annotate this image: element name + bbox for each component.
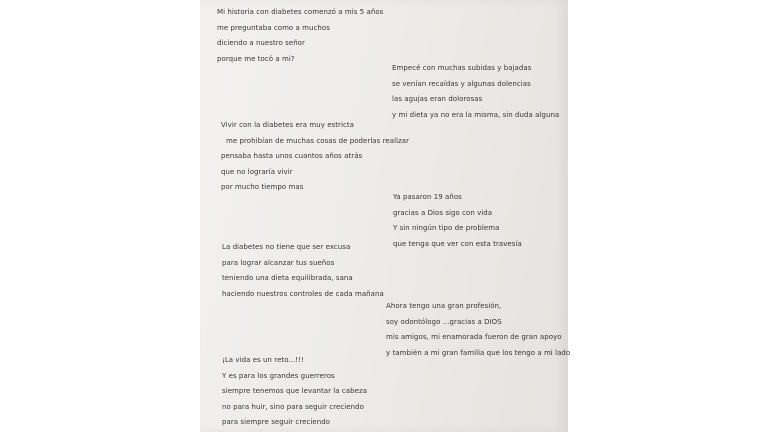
- poem-line: diciendo a nuestro señor: [217, 39, 305, 47]
- stanza-5: [222, 240, 384, 302]
- poem-line: Ahora tengo una gran profesión,: [386, 302, 502, 310]
- poem-line: me prohibían de muchas cosas de poderlas realizar: [226, 136, 410, 145]
- poem-line: ¡La vida es un reto...!!!: [222, 356, 304, 364]
- poem-line: Ya pasaron 19 años: [393, 193, 462, 201]
- poem-line: pensaba hasta unos cuantos años atrás: [221, 152, 363, 160]
- stanza-2: [392, 61, 559, 123]
- stanza-3: [221, 118, 409, 196]
- poem-line: y mi dieta ya no era la misma, sin duda alguna: [392, 110, 560, 119]
- poem-line: haciendo nuestros controles de cada mañana: [222, 289, 384, 298]
- poem-line: soy odontólogo ...gracias a DIOS: [386, 317, 502, 326]
- poem-line: por mucho tiempo mas: [221, 183, 304, 191]
- poem-line: Vivir con la diabetes era muy estricta: [221, 121, 354, 129]
- poem-line: porque me tocó a mi?: [217, 54, 295, 63]
- poem-line: no para huir, sino para seguir creciendo: [222, 402, 364, 411]
- stanza-6: [386, 299, 570, 361]
- poem-line: las agujas eran dolorosas: [392, 95, 483, 103]
- poem-line: Empecé con muchas subidas y bajadas: [392, 64, 532, 72]
- poem-line: siempre tenemos que levantar la cabeza: [222, 387, 368, 395]
- paper-sheet: [200, 0, 571, 432]
- stanza-4: [393, 190, 522, 252]
- poem-line: Y es para los grandes guerreros: [222, 371, 335, 380]
- stanza-1: [217, 5, 383, 67]
- stanza-7: [222, 353, 367, 431]
- poem-line: que tenga que ver con esta travesía: [393, 239, 522, 248]
- poem-line: y también a mi gran familia que los tengo a mi lado: [386, 348, 571, 357]
- poem-line: se venían recaídas y algunas dolencias: [392, 79, 531, 88]
- poem-line: Mi historia con diabetes comenzó a mis 5 años: [217, 8, 384, 16]
- poem-line: Y sin ningún tipo de problema: [393, 224, 500, 232]
- poem-line: gracias a Dios sigo con vida: [393, 208, 493, 217]
- poem-line: me preguntaba como a muchos: [217, 23, 330, 32]
- poem-line: que no lograría vivir: [221, 167, 293, 176]
- poem-line: para lograr alcanzar tus sueños: [222, 258, 335, 267]
- poem-line: mis amigos, mi enamorada fueron de gran apoyo: [386, 333, 562, 341]
- poem-line: teniendo una dieta equilibrada, sana: [222, 274, 353, 282]
- poem-line: La diabetes no tiene que ser excusa: [222, 243, 351, 251]
- poem-line: para siempre seguir creciendo: [222, 418, 331, 426]
